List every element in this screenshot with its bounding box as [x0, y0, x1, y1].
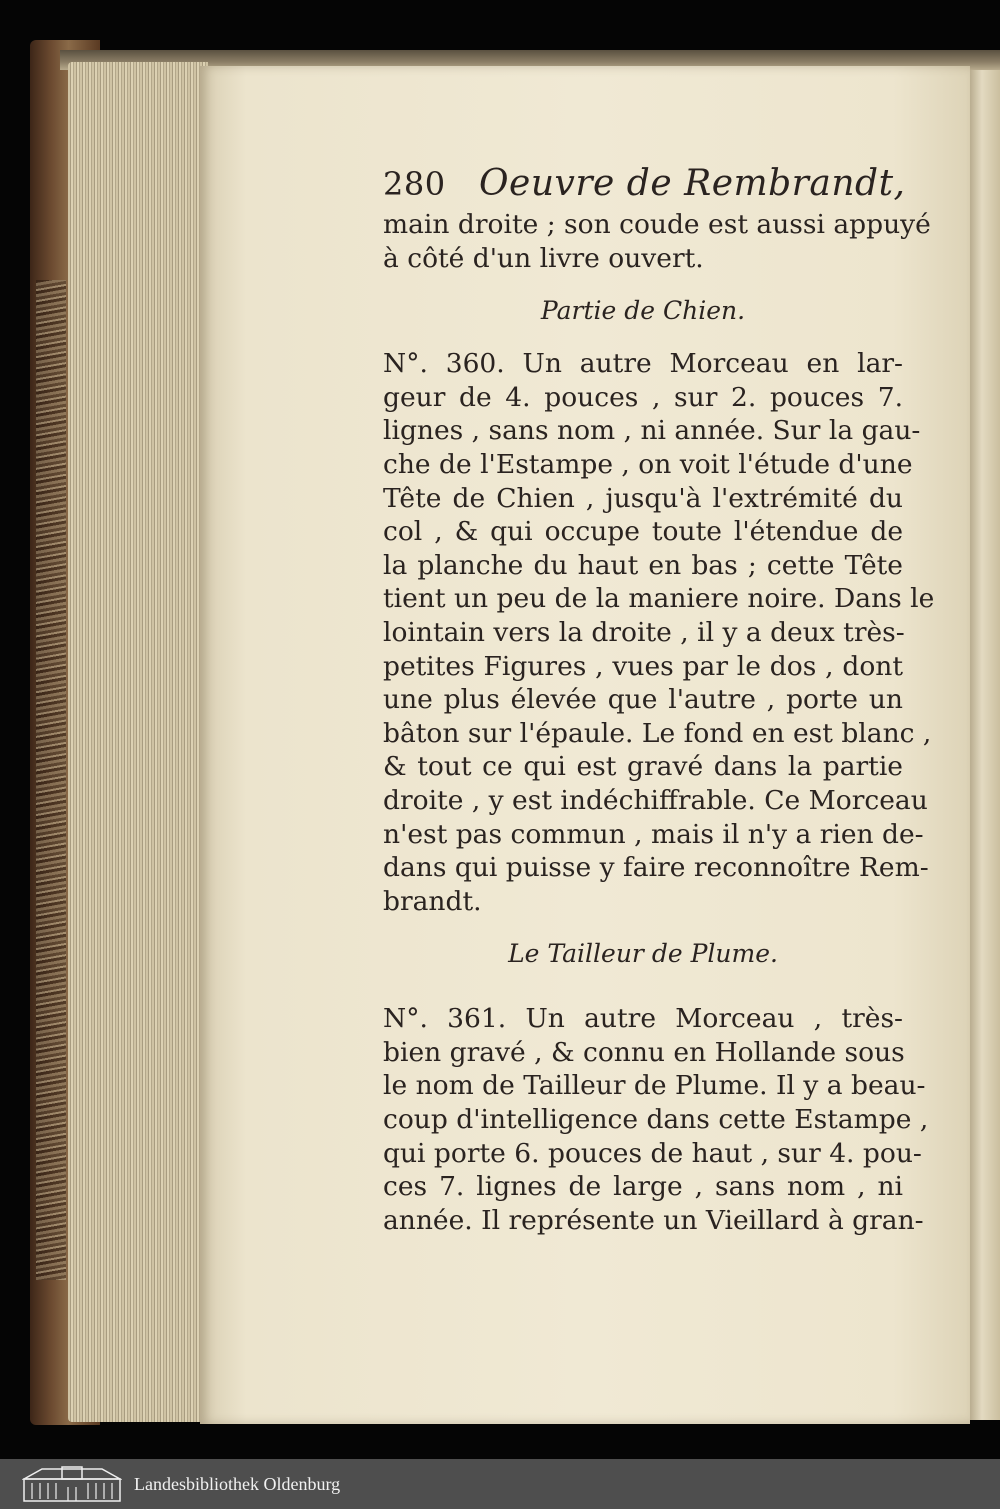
text-line: la planche du haut en bas ; cette Tête — [383, 549, 903, 581]
library-building-icon — [22, 1465, 122, 1503]
text-line: le nom de Tailleur de Plume. Il y a beau- — [383, 1070, 926, 1102]
text-line: Tête de Chien , jusqu'à l'extrémité du — [383, 482, 903, 514]
section-heading: Le Tailleur de Plume. — [508, 939, 778, 969]
marbled-cover — [36, 280, 66, 1280]
text-line: coup d'intelligence dans cette Estampe , — [383, 1104, 929, 1136]
text-line: droite , y est indéchiffrable. Ce Morceau — [383, 784, 928, 816]
text-line: geur de 4. pouces , sur 2. pouces 7. — [383, 381, 903, 413]
text-line: petites Figures , vues par le dos , dont — [383, 650, 903, 682]
text-line: dans qui puisse y faire reconnoître Rem- — [383, 852, 929, 884]
section-body — [383, 1002, 929, 1237]
text-line: qui porte 6. pouces de haut , sur 4. pou- — [383, 1137, 922, 1169]
text-line: N°. 360. Un autre Morceau en lar- — [383, 348, 903, 380]
running-title: Oeuvre de Rembrandt, — [479, 163, 906, 204]
section-heading: Partie de Chien. — [540, 296, 746, 326]
text-line: bien gravé , & connu en Hollande sous — [383, 1036, 905, 1068]
footer-bar — [0, 1459, 1000, 1509]
text-line: brandt. — [383, 885, 482, 917]
text-line: bâton sur l'épaule. Le fond en est blanc , — [383, 717, 932, 749]
facing-page-edge — [970, 70, 1000, 1420]
page-block-edges — [68, 62, 208, 1422]
page-number: 280 — [383, 165, 446, 203]
text-line: année. Il représente un Vieillard à gran- — [383, 1204, 924, 1236]
text-line: lointain vers la droite , il y a deux très- — [383, 616, 905, 648]
text-line: main droite ; son coude est aussi appuyé — [383, 209, 931, 240]
running-header — [383, 160, 906, 208]
page-content — [383, 160, 935, 1237]
text-line: lignes , sans nom , ni année. Sur la gau- — [383, 415, 921, 447]
text-line: col , & qui occupe toute l'étendue de — [383, 516, 903, 548]
text-line: che de l'Estampe , on voit l'étude d'une — [383, 448, 913, 480]
text-line: N°. 361. Un autre Morceau , très- — [383, 1003, 903, 1035]
section-body — [383, 347, 935, 918]
text-line: à côté d'un livre ouvert. — [383, 242, 704, 274]
text-line: tient un peu de la maniere noire. Dans le — [383, 583, 935, 615]
library-name: Landesbibliothek Oldenburg — [134, 1473, 341, 1494]
text-line: & tout ce qui est gravé dans la partie — [383, 751, 903, 783]
text-line: ces 7. lignes de large , sans nom , ni — [383, 1171, 903, 1203]
text-line: une plus élevée que l'autre , porte un — [383, 684, 903, 716]
text-line: n'est pas commun , mais il n'y a rien de- — [383, 818, 924, 850]
